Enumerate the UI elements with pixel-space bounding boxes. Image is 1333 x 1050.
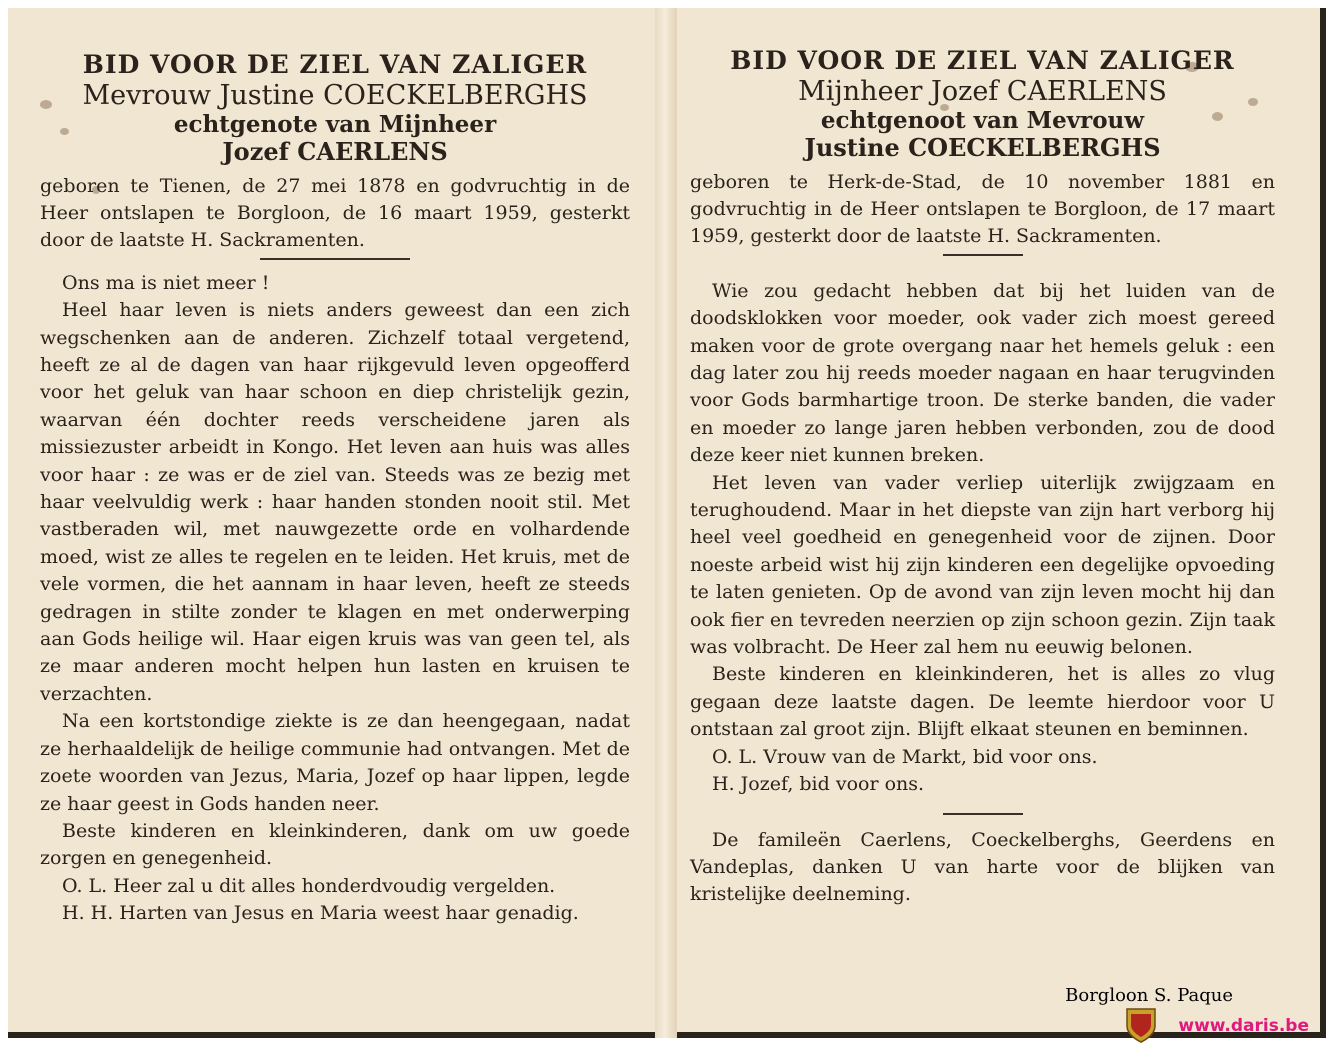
right-paragraph: H. Jozef, bid voor ons. — [712, 773, 925, 796]
right-body — [690, 278, 1275, 799]
right-header-spouse-label: echtgenoot van Mevrouw — [820, 107, 1145, 135]
watermark-link[interactable]: www.daris.be — [1178, 1016, 1309, 1036]
coat-of-arms-icon — [1124, 1006, 1158, 1044]
right-header-spouse-name: Justine COECKELBERGHS — [804, 133, 1161, 163]
left-header-title: BID VOOR DE ZIEL VAN ZALIGER — [82, 50, 588, 79]
left-paragraph: Ons ma is niet meer ! — [62, 271, 270, 294]
right-header — [690, 46, 1275, 163]
left-paragraph: O. L. Heer zal u dit alles honderdvoudig vergelden. — [62, 874, 556, 897]
right-thanks: De famileën Caerlens, Coeckelberghs, Geerdens en Vandeplas, danken U van harte voor de blijken van kristelijke deelneming. — [690, 828, 1275, 905]
left-paragraph: Beste kinderen en kleinkinderen, dank om uw goede zorgen en genegenheid. — [40, 819, 630, 870]
right-header-title: BID VOOR DE ZIEL VAN ZALIGER — [730, 46, 1235, 75]
right-paragraph: Wie zou gedacht hebben dat bij het luiden van de doodsklokken voor moeder, ook vader zich moest gereed maken voor de grote overgang naar het hemels geluk : een dag later zou hij reeds moeder nagaan en haar terugvinden voor Gods barmhartige troon. De sterke banden, die vader en moeder zo lange jaren hebben verbonden, zou de dood deze keer niet kunnen breken. — [690, 279, 1275, 467]
right-paragraph: O. L. Vrouw van de Markt, bid voor ons. — [712, 745, 1098, 768]
left-divider — [260, 258, 410, 260]
right-paragraph: Beste kinderen en kleinkinderen, het is alles zo vlug gegaan deze laatste dagen. De leemte hierdoor voor U ontstaan zal groot zijn. Blijft elkaat steunen en beminnen. — [690, 663, 1275, 741]
right-intro: geboren te Herk-de-Stad, de 10 november 1881 en godvruchtig in de Heer ontslapen te Borgloon, de 17 maart 1959, gesterkt door de laatste H. Sackramenten. — [690, 170, 1275, 247]
left-header-spouse-label: echtgenote van Mijnheer — [173, 111, 497, 139]
left-body — [40, 270, 630, 928]
left-header-spouse-name: Jozef CAERLENS — [222, 137, 448, 167]
right-page — [690, 46, 1275, 908]
printer-signature: Borgloon S. Paque — [1065, 985, 1233, 1006]
right-paragraph: Het leven van vader verliep uiterlijk zwijgzaam en terughoudend. Maar in het diepste van zijn hart verborg hij heel veel goedheid en genegenheid voor de zijnen. Door noeste arbeid wist hij zijn kinderen een degelijke opvoeding te laten genieten. Op de avond van zijn leven mocht hij dan ook fier en tevreden neerzien op zijn schoon gezin. Zijn taak was volbracht. De Heer zal hem nu eeuwig belonen. — [690, 471, 1275, 659]
left-paragraph: Heel haar leven is niets anders geweest dan een zich wegschenken aan de anderen. Zichzelf totaal vergetend, heeft ze al de dagen van haar rijkgevuld leven opgeofferd voor het geluk van haar schoon en diep christelijk gezin, waarvan één dochter reeds verscheidene jaren als missiezuster arbeidt in Kongo. Het leven aan huis was alles voor haar : ze was er de ziel van. Steeds was ze bezig met haar veelvuldig werk : haar handen stonden nooit stil. Met vastberaden wil, met nauwgezette orde en volhardende moed, wist ze alles te regelen en te leiden. Het kruis, met de vele vormen, die het aannam in haar leven, heeft ze steeds gedragen in stilte zonder te klagen en met onderwerping aan Gods heilige wil. Haar eigen kruis was van geen tel, als ze maar anderen mocht helpen hun lasten en kruisen te verzachten. — [40, 299, 630, 705]
right-divider-bottom — [943, 813, 1023, 815]
left-paragraph: H. H. Harten van Jesus en Maria weest haar genadig. — [62, 902, 579, 925]
left-paragraph: Na een kortstondige ziekte is ze dan heengegaan, nadat ze herhaaldelijk de heilige communie had ontvangen. Met de zoete woorden van Jezus, Maria, Jozef op haar lippen, legde ze haar geest in Gods handen neer. — [40, 710, 630, 815]
left-page — [40, 50, 630, 928]
right-header-name: Mijnheer Jozef CAERLENS — [798, 75, 1167, 107]
left-header-name: Mevrouw Justine COECKELBERGHS — [82, 79, 588, 111]
left-header — [40, 50, 630, 167]
right-divider — [943, 254, 1023, 256]
left-intro: geboren te Tienen, de 27 mei 1878 en godvruchtig in de Heer ontslapen te Borgloon, de 16 maart 1959, gesterkt door de laatste H. Sackramenten. — [40, 174, 630, 251]
card-fold — [655, 8, 677, 1038]
